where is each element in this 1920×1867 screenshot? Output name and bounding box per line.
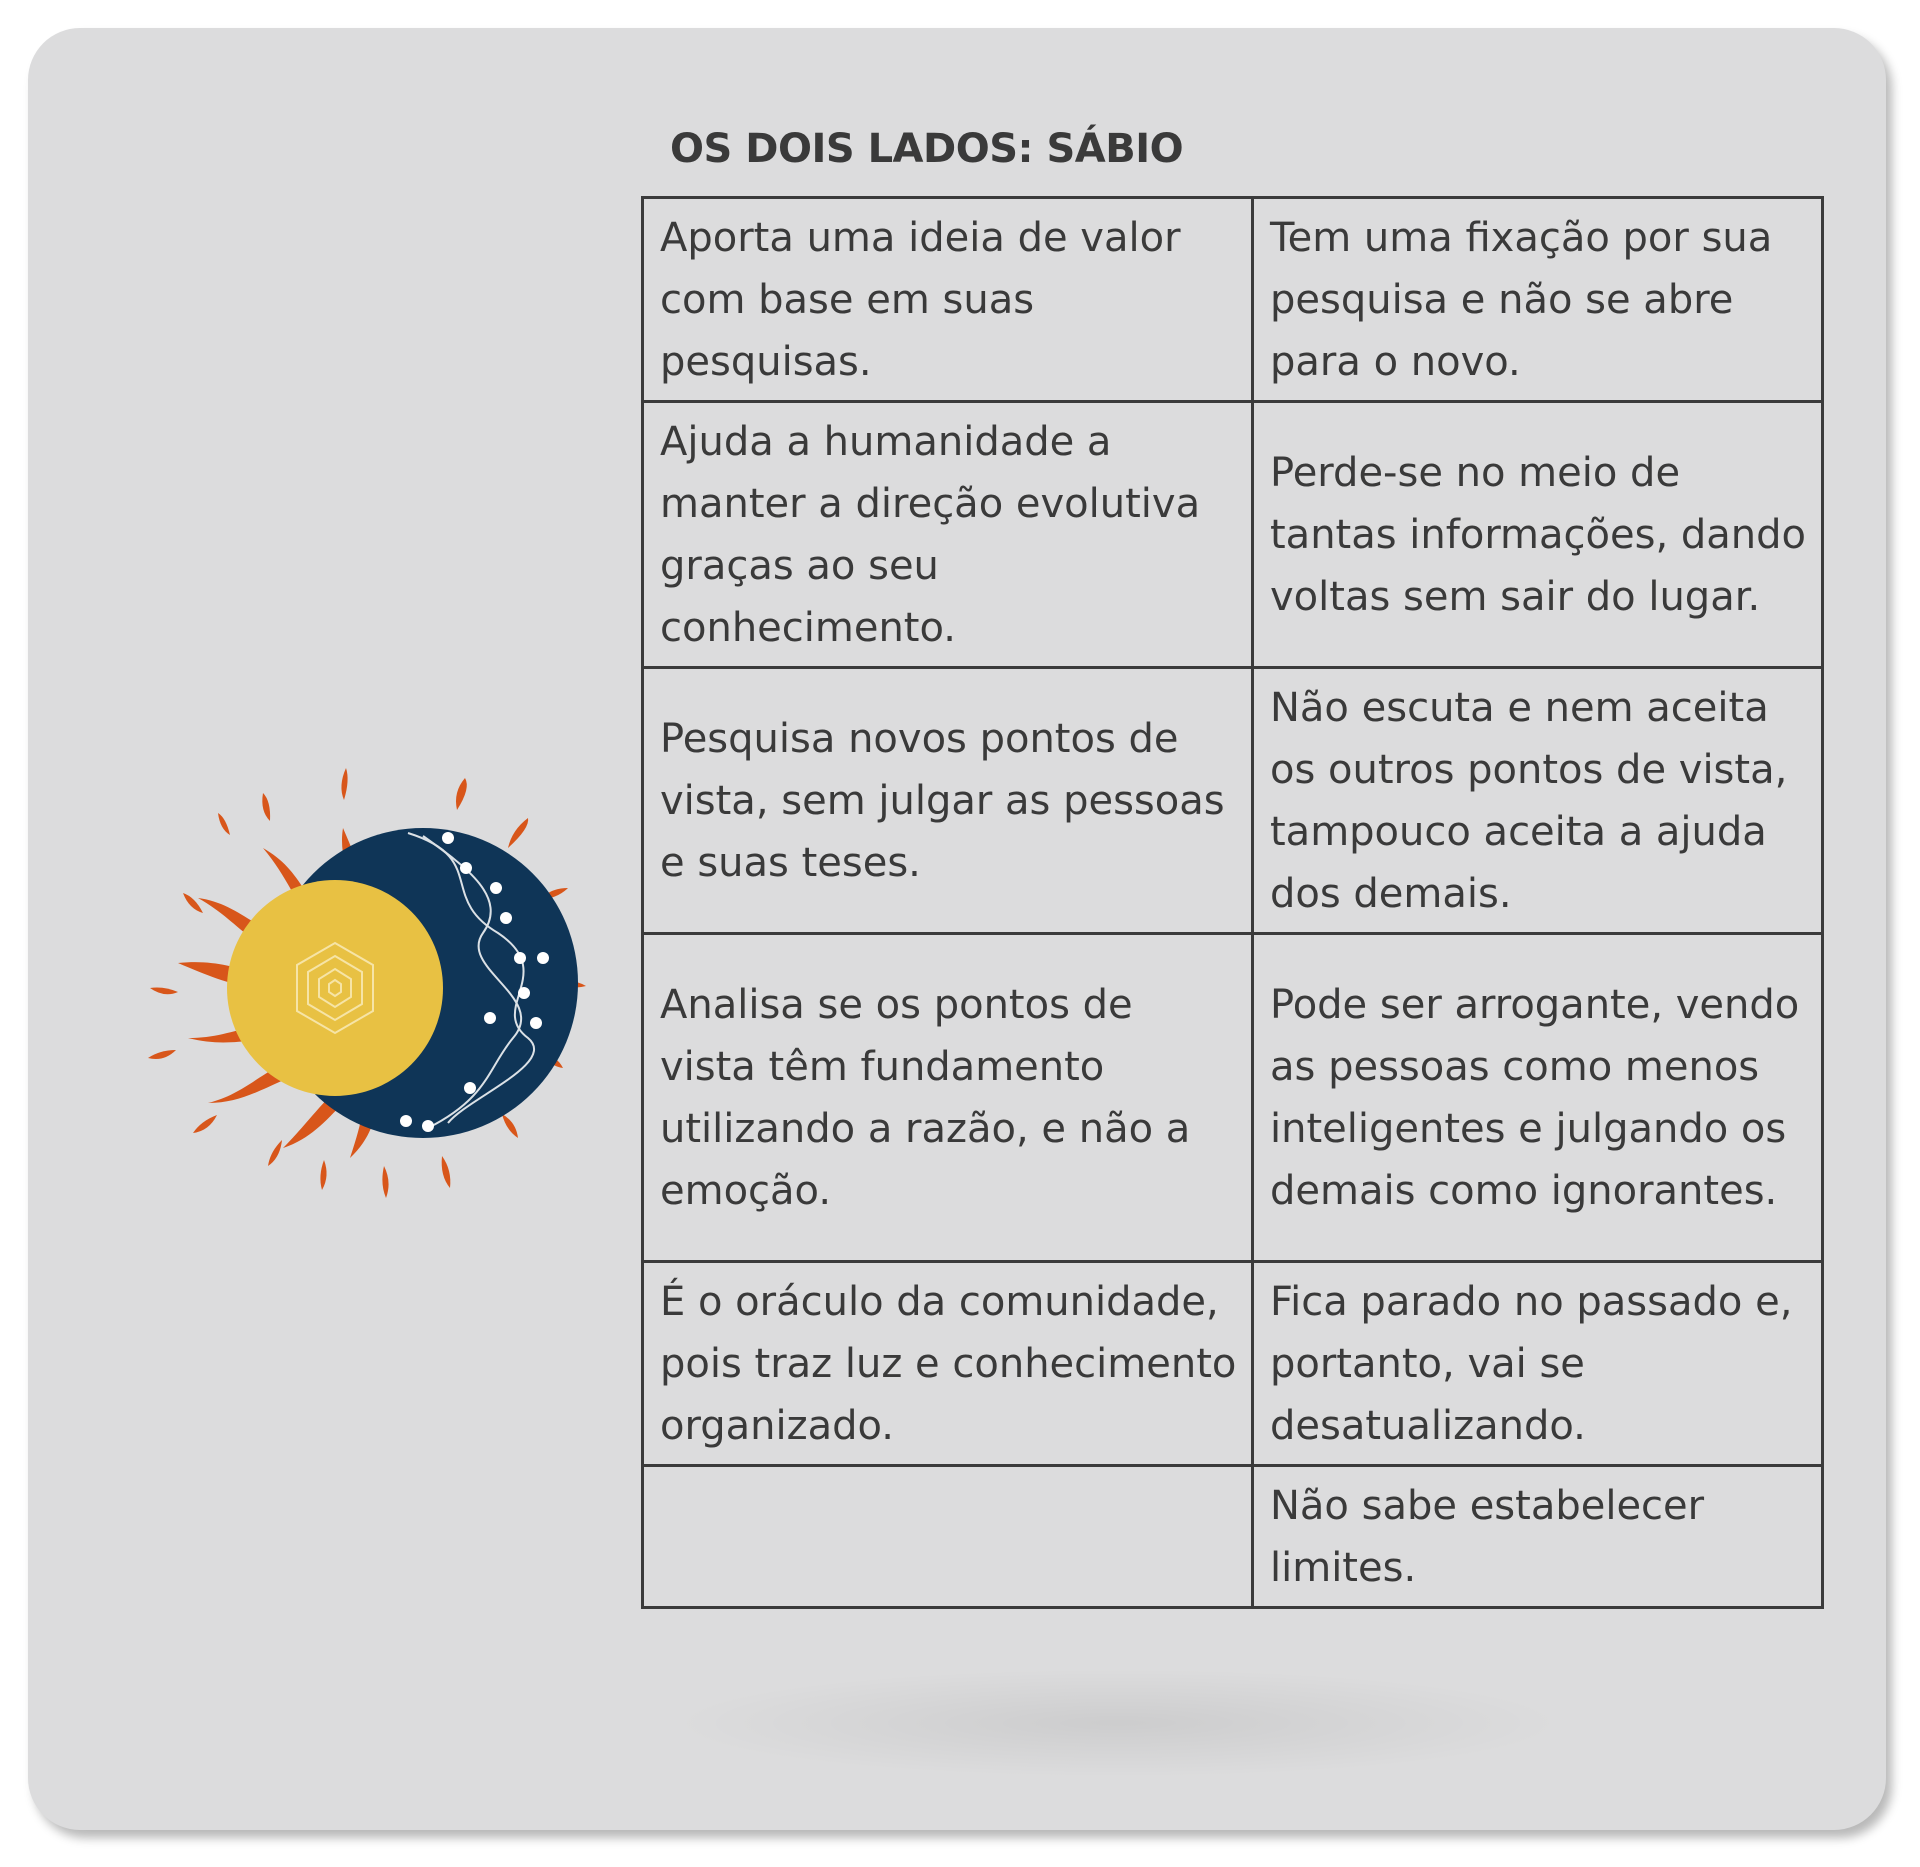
shadow-side-cell: Pode ser arrogante, vendo as pessoas como menos inteligentes e julgando os demais como ignorantes. (1253, 934, 1823, 1262)
table-row (643, 668, 1823, 934)
light-side-cell: É o oráculo da comunidade, pois traz luz e conhecimento organizado. (643, 1262, 1253, 1466)
sun-disc-icon (227, 880, 443, 1096)
shadow-side-cell: Tem uma fixação por sua pesquisa e não se abre para o novo. (1253, 198, 1823, 402)
table-row (643, 1262, 1823, 1466)
two-sides-table (641, 196, 1824, 1609)
light-side-cell: Aporta uma ideia de valor com base em suas pesquisas. (643, 198, 1253, 402)
light-side-cell: Analisa se os pontos de vista têm fundamento utilizando a razão, e não a emoção. (643, 934, 1253, 1262)
table-row (643, 198, 1823, 402)
light-side-cell: Ajuda a humanidade a manter a direção evolutiva graças ao seu conhecimento. (643, 402, 1253, 668)
floor-shadow (668, 1668, 1568, 1778)
sun-moon-eclipse-icon (88, 718, 628, 1198)
light-side-cell (643, 1466, 1253, 1608)
table-row (643, 934, 1823, 1262)
light-side-cell: Pesquisa novos pontos de vista, sem julgar as pessoas e suas teses. (643, 668, 1253, 934)
table-row (643, 402, 1823, 668)
shadow-side-cell: Perde-se no meio de tantas informações, dando voltas sem sair do lugar. (1253, 402, 1823, 668)
table-row (643, 1466, 1823, 1608)
shadow-side-cell: Não sabe estabelecer limites. (1253, 1466, 1823, 1608)
shadow-side-cell: Fica parado no passado e, portanto, vai se desatualizando. (1253, 1262, 1823, 1466)
page-title: OS DOIS LADOS: SÁBIO (670, 126, 1184, 172)
shadow-side-cell: Não escuta e nem aceita os outros pontos de vista, tampouco aceita a ajuda dos demais. (1253, 668, 1823, 934)
